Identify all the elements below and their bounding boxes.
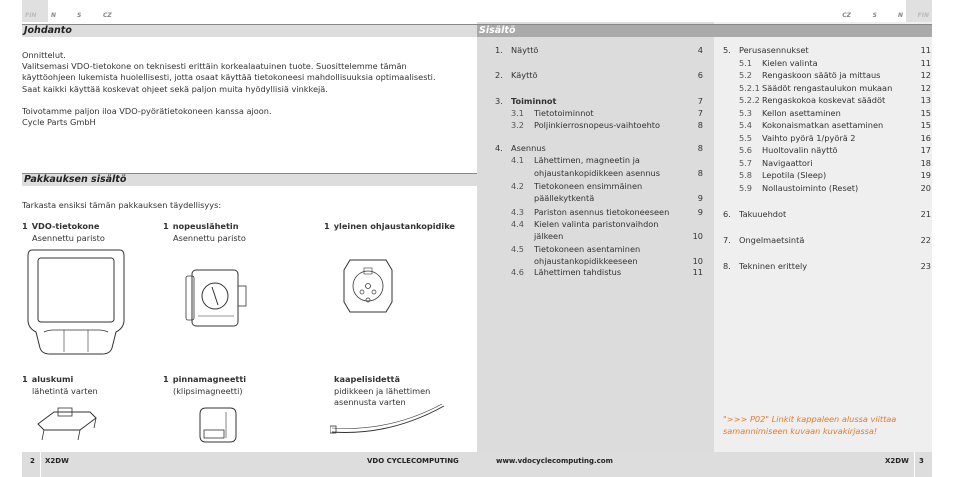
section-header-pakkaus: Pakkauksen sisältö [22, 173, 477, 186]
spoke-magnet-drawing [196, 404, 242, 446]
rubber-pad-drawing [34, 404, 100, 444]
tab-s-left[interactable]: S [77, 12, 82, 19]
package-item-spoke-magnet: 1 pinnamagneetti (klipsimagneetti) [163, 374, 247, 396]
package-item-computer: 1 VDO-tietokone Asennettu paristo [22, 221, 105, 243]
tab-cz-left[interactable]: CZ [103, 12, 112, 19]
footer-brand: VDO CYCLECOMPUTING [367, 457, 459, 465]
package-lead-text: Tarkasta ensiksi tämän pakkauksen täydellisyys: [22, 200, 222, 210]
footer-model-right: X2DW [885, 457, 909, 465]
intro-paragraph-2: Toivotamme paljon iloa VDO-pyörätietokoneen kanssa ajoon. Cycle Parts GmbH [22, 105, 272, 128]
link-note: ">>> P02" Linkit kappaleen alussa viittaa samannimiseen kuvaan kuvakirjassa! [723, 414, 897, 436]
transmitter-drawing [184, 266, 248, 332]
toc-column-1: 1. Näyttö 4 2. Käyttö 6 3. Toiminnot 7 3.1 Tietotoiminnot 7 3.2 Poljinkierrosnopeus-vaihtoehto 8 4. Asennus 8 4.1 Lähettimen, magneetin ja ohjaustankopidikkeen asennus 8 4.2 Tietokoneen ensimmäinen päällekytkentä 9 4.3 Pariston asennus tietokoneeseen 9 4.4 Kielen valinta paristonvaihdon jälkeen 10 4.5 Tietokoneen asentaminen ohjaustankopidikkeeseen 10 4.6 Lähettimen tahdistus 11 [495, 45, 703, 277]
tab-n-left[interactable]: N [51, 12, 57, 19]
computer-drawing [24, 248, 128, 356]
package-item-cable-ties: kaapelisidettä pidikkeen ja lähettimen asennusta varten [334, 374, 431, 407]
intro-text [22, 50, 472, 139]
footer-page-number-right: 3 [919, 457, 924, 465]
tab-cz-right[interactable]: CZ [842, 12, 851, 19]
top-language-strip [0, 0, 954, 22]
footer-divider [40, 452, 41, 477]
package-item-handlebar-mount: 1 yleinen ohjaustankopidike [324, 221, 455, 231]
footer-page-number-left: 2 [30, 457, 35, 465]
package-item-transmitter: 1 nopeuslähetin Asennettu paristo [163, 221, 246, 243]
language-tabs-right [828, 0, 932, 22]
footer-url[interactable]: www.vdocyclecomputing.com [496, 457, 613, 465]
tab-s-right[interactable]: S [872, 12, 877, 19]
section-header-sisalto: Sisältö [477, 24, 932, 37]
handlebar-mount-drawing [340, 256, 396, 316]
toc-column-2: 5. Perusasennukset 11 5.1 Kielen valinta 11 5.2 Rengaskoon säätö ja mittaus 12 5.2.1 Säädöt rengastaulukon mukaan 12 5.2.2 Rengaskokoa koskevat säädöt 13 5.3 Kellon asettaminen 15 5.4 Kokonaismatkan asettaminen 15 5.5 Vaihto pyörä 1/pyörä 2 16 5.6 Huoltovalin näyttö 17 5.7 Navigaattori 18 5.8 Lepotila (Sleep) 19 5.9 Nollaustoiminto (Reset) 20 6. Takuuehdot 21 7. Ongelmaetsintä 22 8. Tekninen erittely 23 [723, 45, 931, 271]
section-header-johdanto: Johdanto [22, 24, 477, 37]
footer-model-left: X2DW [45, 457, 69, 465]
tab-fin-right[interactable]: FIN [906, 0, 932, 22]
language-tabs-left [22, 0, 126, 22]
footer-divider [914, 452, 915, 477]
cable-tie-drawing [330, 402, 450, 438]
intro-paragraph-1: Onnittelut. Valitsemasi VDO-tietokone on teknisesti erittäin korkealaatuinen tuote. Suosittelemme tämän käyttöohjeen lukemista huolellisesti, jotta osaat käyttää tietokoneesi mahdollisuuksia optimaalisesti. Saat kaikki käyttää koskevat ohjeet sekä paljon muita hyödyllisiä vinkkejä. [22, 50, 436, 94]
tab-n-right[interactable]: N [897, 12, 903, 19]
tab-fin-left[interactable]: FIN [22, 0, 48, 22]
package-item-rubber-pad: 1 aluskumi lähetintä varten [22, 374, 98, 396]
